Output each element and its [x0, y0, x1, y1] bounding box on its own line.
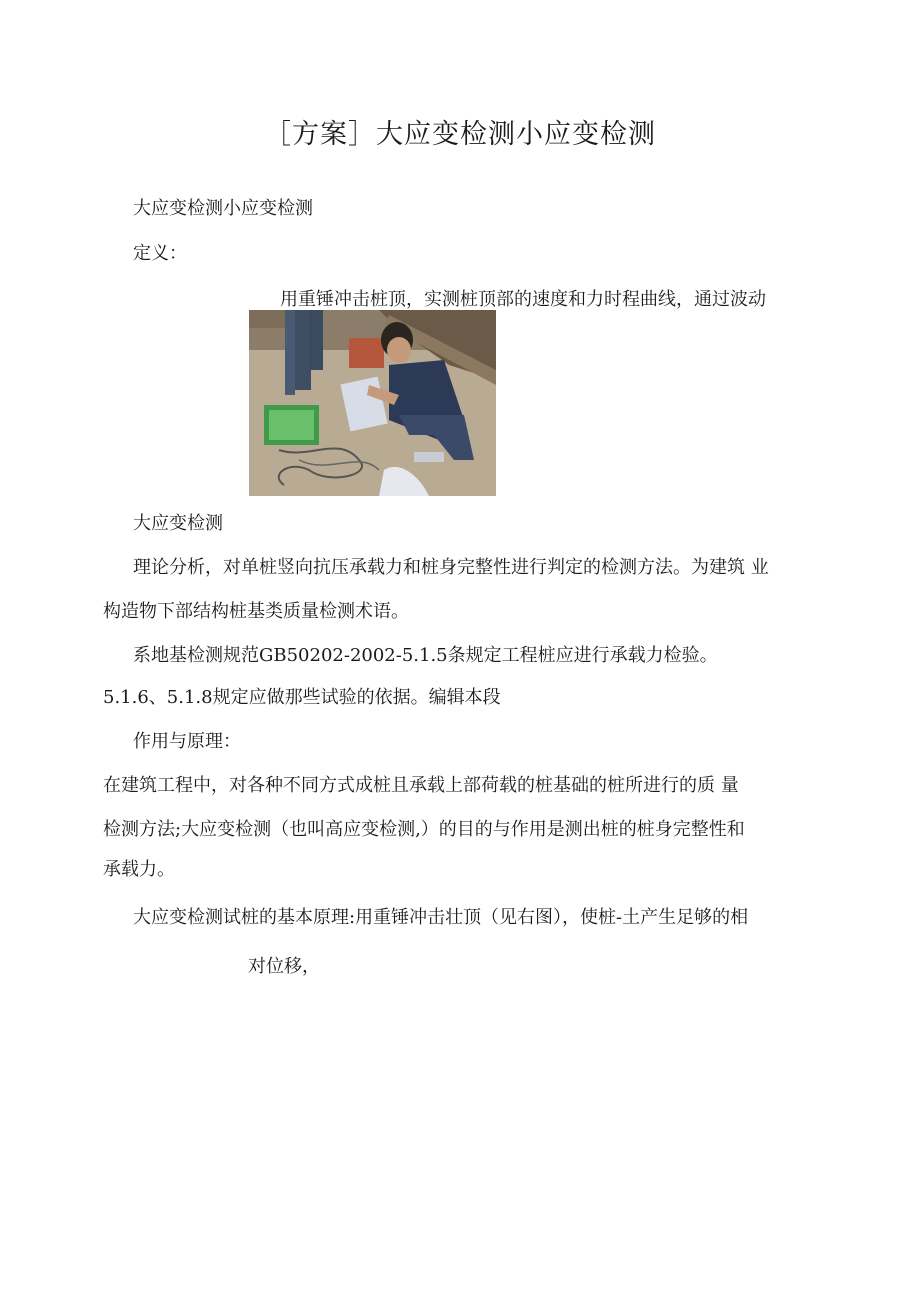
para4-line1: 大应变检测试桩的基本原理:用重锤冲击壮顶（见右图），使桩-土产生足够的相 — [133, 907, 749, 928]
intro-line: 用重锤冲击桩顶，实测桩顶部的速度和力时程曲线，通过波动 — [280, 289, 766, 310]
pile-testing-photo — [249, 310, 496, 496]
para4-line2: 对位移， — [248, 956, 320, 977]
photo-illustration — [249, 310, 496, 496]
section-heading: 大应变检测 — [133, 513, 223, 534]
para2-line1: 系地基检测规范GB50202-2002-5.1.5条规定工程桩应进行承载力检验。 — [133, 645, 718, 666]
para3-line2: 检测方法;大应变检测（也叫高应变检测,）的目的与作用是测出桩的桩身完整性和 — [103, 819, 745, 840]
para2-line2: 5.1.6、5.1.8规定应做那些试验的依据。编辑本段 — [103, 687, 501, 708]
page-title: ［方案］大应变检测小应变检测 — [264, 119, 656, 150]
subtitle: 大应变检测小应变检测 — [133, 198, 313, 219]
function-label: 作用与原理： — [133, 731, 241, 752]
para1-line1: 理论分析，对单桩竖向抗压承载力和桩身完整性进行判定的检测方法。为建筑 业 — [133, 557, 769, 578]
definition-label: 定义： — [133, 243, 187, 264]
para1-line2: 构造物下部结构桩基类质量检测术语。 — [103, 601, 409, 622]
para3-line1: 在建筑工程中，对各种不同方式成桩且承载上部荷载的桩基础的桩所进行的质 量 — [103, 775, 739, 796]
para3-line3: 承载力。 — [103, 859, 175, 880]
